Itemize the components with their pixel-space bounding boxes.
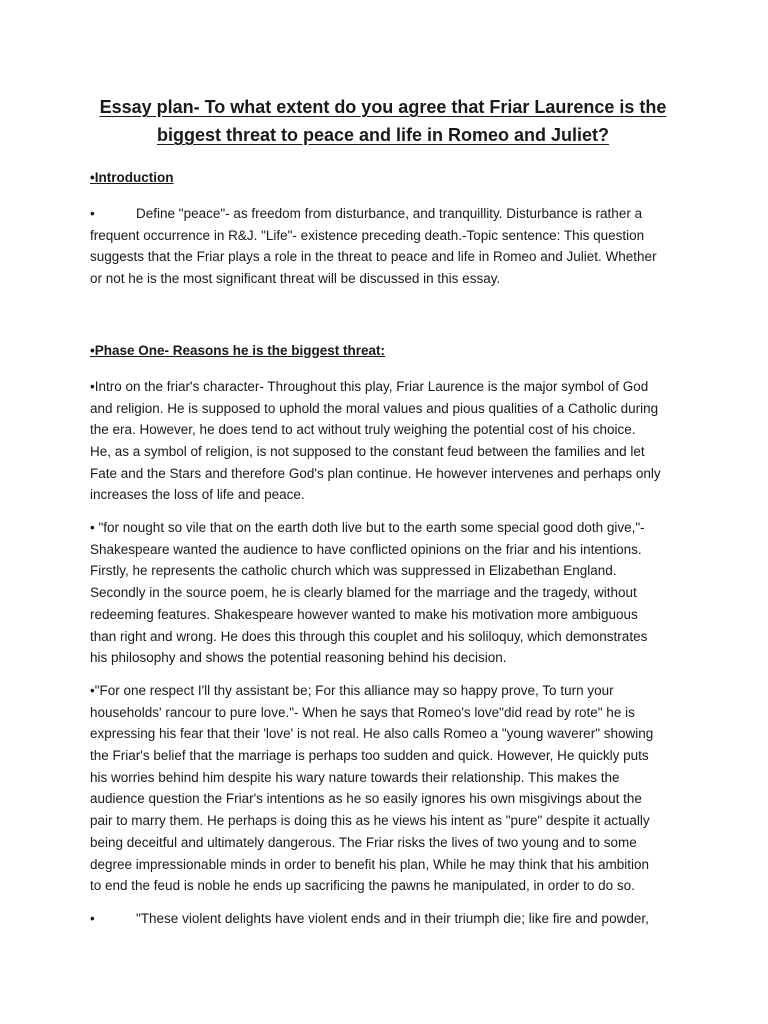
friar-character-paragraph	[90, 376, 676, 506]
one-respect-line-1: •"For one respect I'll thy assistant be; For this alliance may so happy prove, To turn your	[90, 682, 614, 698]
one-respect-line-3: expressing his fear that their 'love' is not real. He also calls Romeo a "young waverer" showing	[90, 726, 654, 742]
nought-so-vile-paragraph	[90, 517, 676, 669]
violent-delights-line-1-text: "These violent delights have violent ends and in their triumph die; like fire and powder,	[136, 910, 649, 926]
one-respect-line-9: degree impressionable minds in order to benefit his plan, While he may think that his ambition	[90, 856, 650, 872]
nought-so-vile-line-7: his philosophy and shows the potential reasoning behind his decision.	[90, 650, 507, 666]
introduction-line-4: or not he is the most significant threat will be discussed in this essay.	[90, 271, 501, 287]
introduction-line-2: frequent occurrence in R&J. "Life"- existence preceding death.-Topic sentence: This question	[90, 227, 645, 243]
one-respect-paragraph	[90, 680, 676, 897]
one-respect-line-5: his worries behind him despite his wary nature towards their relationship. This makes the	[90, 769, 620, 785]
bullet-icon: •	[90, 910, 95, 926]
one-respect-line-6: audience question the Friar's intentions as he so easily ignores his own misgivings about the	[90, 791, 642, 807]
nought-so-vile-line-4: Secondly in the source poem, he is clearly blamed for the marriage and the tragedy, without	[90, 585, 637, 601]
one-respect-line-7: pair to marry them. He perhaps is doing this as he views his intent as "pure" despite it actually	[90, 813, 650, 829]
friar-character-line-3: the era. However, he does tend to act without truly weighing the potential cost of his choice.	[90, 422, 636, 438]
introduction-line-3: suggests that the Friar plays a role in the threat to peace and life in Romeo and Juliet. Whether	[90, 249, 657, 265]
friar-character-line-6: increases the loss of life and peace.	[90, 487, 305, 503]
one-respect-line-2: households' rancour to pure love."- When he says that Romeo's love"did read by rote" he is	[90, 704, 635, 720]
violent-delights-paragraph	[90, 908, 676, 930]
nought-so-vile-line-1: • "for nought so vile that on the earth doth live but to the earth some special good doth give,"-	[90, 520, 645, 536]
violent-delights-line-1	[90, 908, 676, 930]
nought-so-vile-line-3: Firstly, he represents the catholic church which was suppressed in Elizabethan England.	[90, 563, 617, 579]
one-respect-line-10: to end the feud is noble he ends up sacrificing the pawns he manipulated, in order to do so.	[90, 878, 635, 894]
nought-so-vile-line-6: than right and wrong. He does this through this couplet and his soliloquy, which demonstrates	[90, 628, 648, 644]
nought-so-vile-line-2: Shakespeare wanted the audience to have conflicted opinions on the friar and his intentions.	[90, 541, 642, 557]
bullet-icon: •	[90, 206, 95, 221]
friar-character-line-2: and religion. He is supposed to uphold the moral values and pious qualities of a Catholic during	[90, 400, 659, 416]
essay-title	[90, 93, 676, 149]
one-respect-line-8: being deceitful and ultimately dangerous. The Friar risks the lives of two young and to some	[90, 834, 637, 850]
essay-title-line-1: Essay plan- To what extent do you agree that Friar Laurence is the	[99, 97, 667, 117]
essay-title-line-2: biggest threat to peace and life in Romeo and Juliet?	[156, 125, 610, 145]
introduction-paragraph	[90, 203, 676, 290]
introduction-line-1	[90, 203, 676, 225]
nought-so-vile-line-5: redeeming features. Shakespeare however wanted to make his motivation more ambiguous	[90, 606, 638, 622]
friar-character-line-1: •Intro on the friar's character- Throughout this play, Friar Laurence is the major symbol of God	[90, 378, 649, 394]
phase-one-heading: •Phase One- Reasons he is the biggest threat:	[90, 342, 386, 358]
friar-character-line-5: Fate and the Stars and therefore God's plan continue. He however intervenes and perhaps only	[90, 465, 661, 481]
introduction-line-1-text: Define "peace"- as freedom from disturbance, and tranquillity. Disturbance is rather a	[136, 206, 643, 221]
introduction-heading: •Introduction	[90, 170, 174, 185]
one-respect-line-4: the Friar's belief that the marriage is perhaps too sudden and quick. However, He quickly puts	[90, 748, 649, 764]
friar-character-line-4: He, as a symbol of religion, is not supposed to the constant feud between the families and let	[90, 443, 645, 459]
